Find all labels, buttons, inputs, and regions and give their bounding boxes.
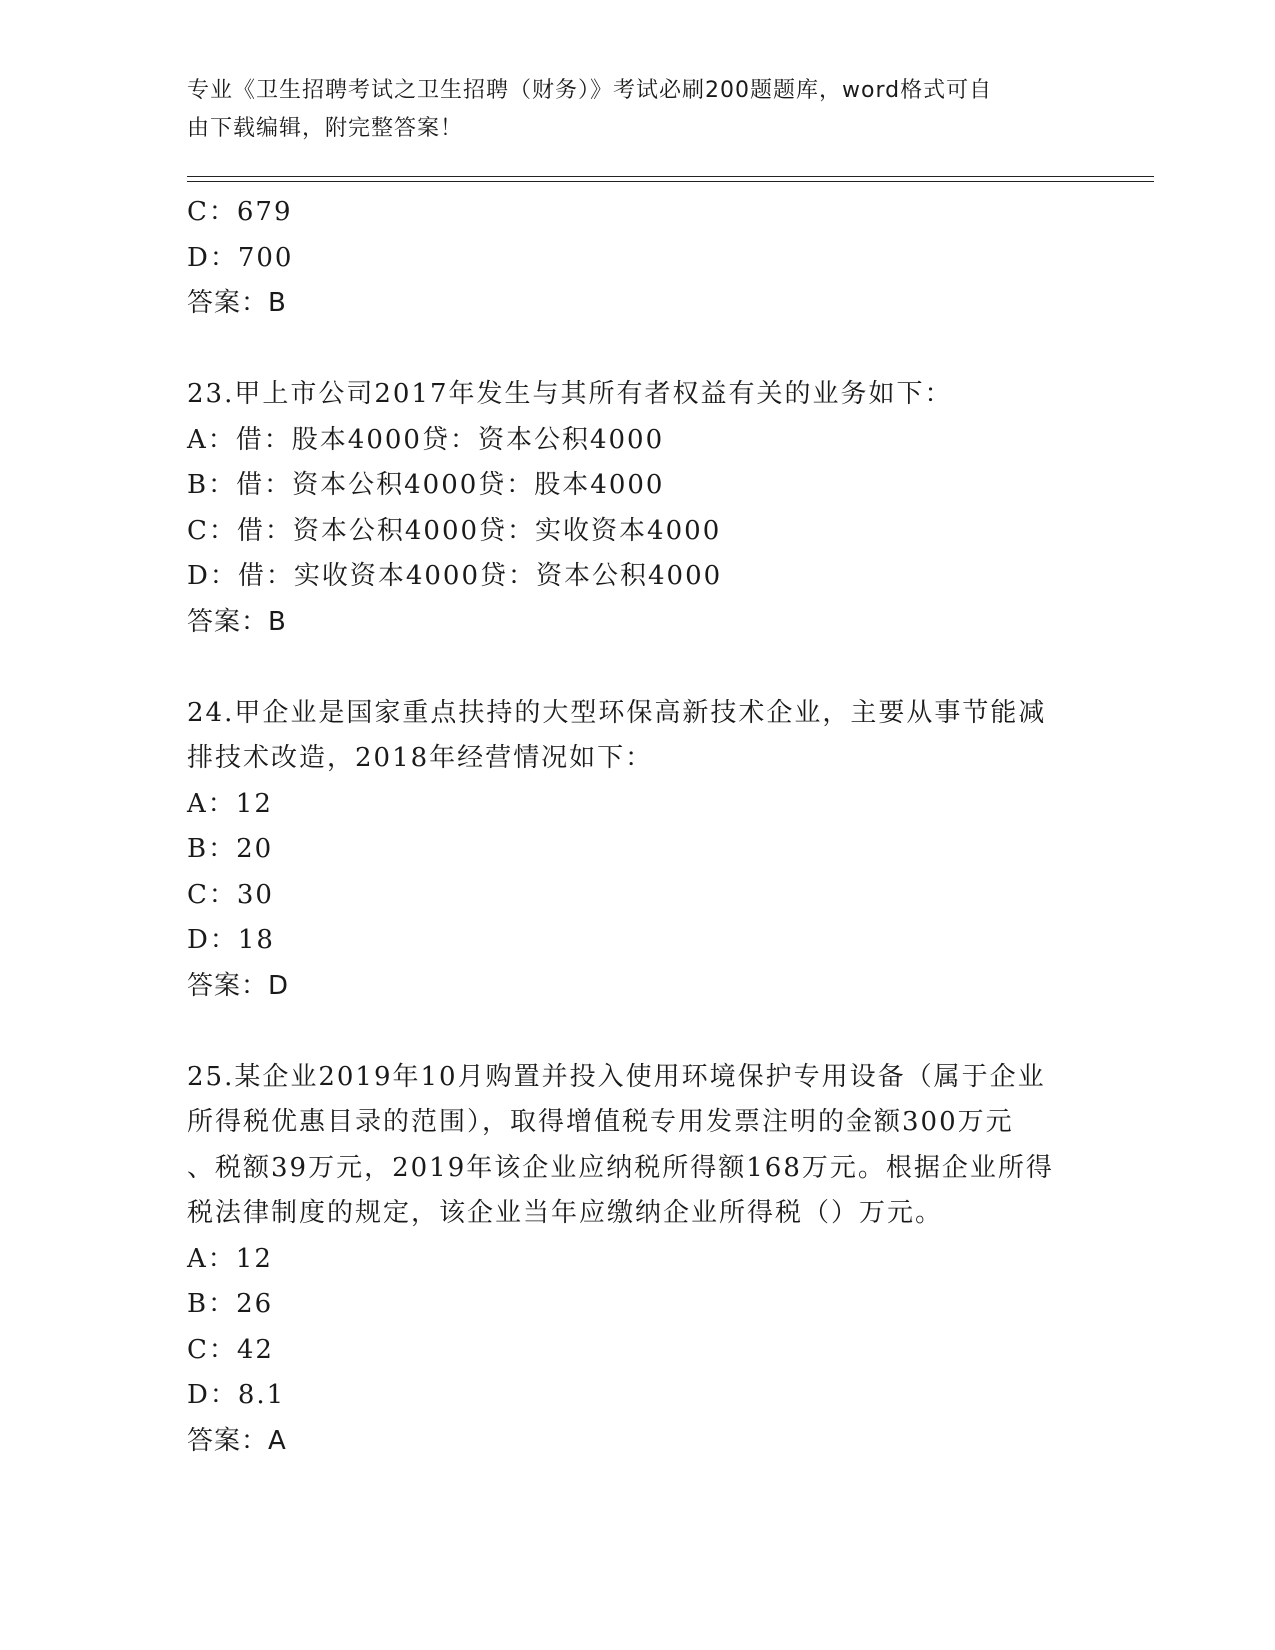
option-a: A：12 [187,1243,273,1274]
option-c: C：借：资本公积4000贷：实收资本4000 [187,515,722,546]
question-24-text [187,691,1087,782]
header-divider-bottom [187,181,1154,182]
option-c: C：42 [187,1334,274,1365]
question-line: 24.甲企业是国家重点扶持的大型环保高新技术企业，主要从事节能减 [187,697,1047,728]
question-line: 排技术改造，2018年经营情况如下： [187,743,654,773]
question-line: 税法律制度的规定，该企业当年应缴纳企业所得税（）万元。 [187,1198,944,1228]
option-d: D：8.1 [187,1380,286,1410]
option-d: D：借：实收资本4000贷：资本公积4000 [187,561,723,591]
option-a: A：借：股本4000贷：资本公积4000 [187,424,665,455]
header-line-2: 由下载编辑，附完整答案！ [187,116,464,141]
option-c: C：30 [187,879,274,910]
option-b: B：20 [187,834,274,864]
spacer [187,1009,1087,1055]
document-body [187,190,1087,1464]
option-d: D：18 [187,925,275,955]
question-line: 23.甲上市公司2017年发生与其所有者权益有关的业务如下： [187,379,953,409]
option-d: D：700 [187,242,294,273]
question-line: 、税额39万元，2019年该企业应纳税所得额168万元。根据企业所得 [187,1152,1054,1183]
answer-line: 答案：D [187,970,290,1001]
spacer [187,327,1087,373]
option-c: C：679 [187,197,293,227]
question-23-text [187,372,1087,418]
question-25-text [187,1055,1087,1237]
option-a: A：12 [187,788,273,819]
question-line: 所得税优惠目录的范围），取得增值税专用发票注明的金额300万元 [187,1107,1014,1137]
question-line: 25.某企业2019年10月购置并投入使用环境保护专用设备（属于企业 [187,1061,1046,1092]
answer-line: 答案：B [187,606,287,637]
answer-line: 答案：B [187,288,287,318]
answer-line: 答案：A [187,1425,287,1456]
document-header [187,72,1067,148]
spacer [187,645,1087,691]
header-divider-top [187,176,1154,177]
option-b: B：借：资本公积4000贷：股本4000 [187,470,665,500]
header-line-1: 专业《卫生招聘考试之卫生招聘（财务）》考试必刷200题题库，word格式可自 [187,78,993,103]
option-b: B：26 [187,1289,274,1319]
